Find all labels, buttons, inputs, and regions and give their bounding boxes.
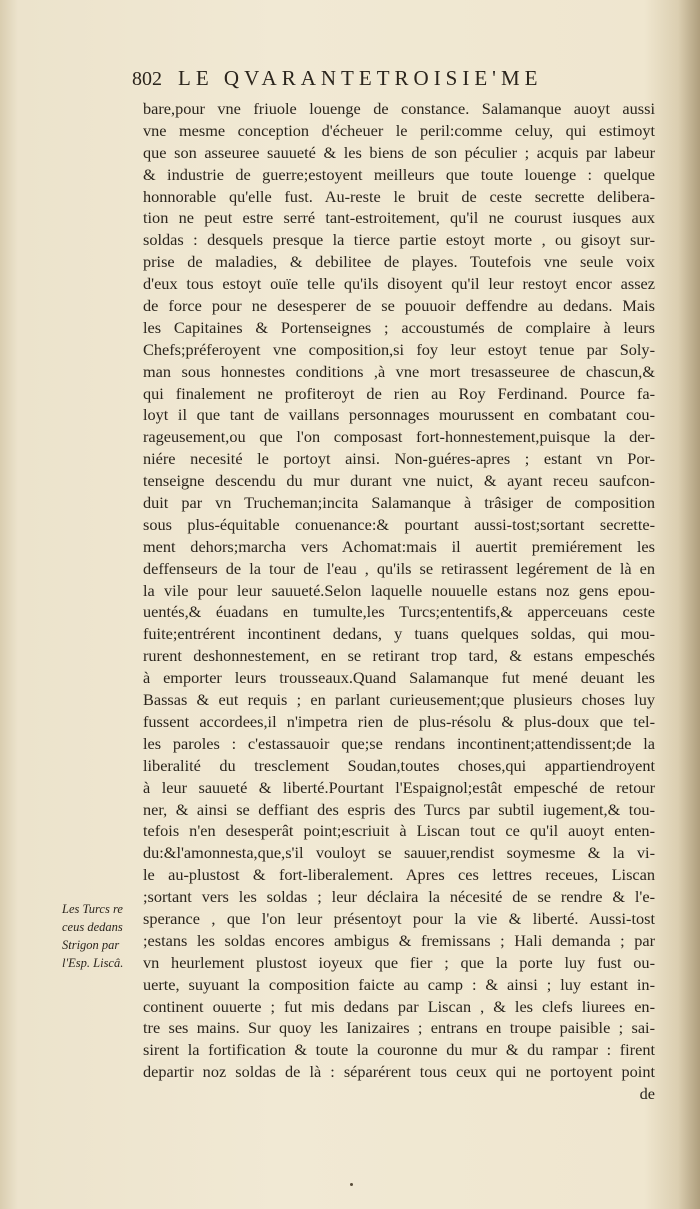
text-line: Bassas & eut requis ; en parlant curieusement;que plusieurs choses luy xyxy=(143,690,655,710)
text-line: qui finalement ne profiteroyt de rien au Roy Ferdinand. Pource fa- xyxy=(143,383,655,403)
text-line: les Capitaines & Portenseignes ; accoustumés de complaire à leurs xyxy=(143,317,655,337)
text-line: à emporter leurs trousseaux.Quand Salamanque fut mené deuant les xyxy=(143,668,655,688)
text-line: prise de maladies, & debilitee de playes. Toutefois vne seule voix xyxy=(143,252,655,272)
main-text-block xyxy=(143,98,655,1105)
running-title: LE QVARANTETROISIE'ME xyxy=(178,66,543,90)
text-line: les paroles : c'estassauoir que;se rendans incontinent;attendissent;de la xyxy=(143,733,655,753)
marginal-note-line: Strigon par xyxy=(62,938,120,952)
text-line: deffenseurs de la tour de l'eau , qu'ils se retirassent legérement de là en xyxy=(143,558,655,578)
page-header xyxy=(132,66,652,96)
text-line: d'eux tous estoyt ouïe telle qu'ils disoyent qu'il leur restoyt encor assez xyxy=(143,274,655,294)
text-line: vne mesme conception d'écheuer le peril:comme celuy, qui estimoyt xyxy=(143,120,655,140)
text-line: de xyxy=(639,1084,655,1104)
text-line: le au-plustost & fort-liberalement. Apres ces lettres receues, Liscan xyxy=(143,865,655,885)
printer-mark xyxy=(350,1183,353,1186)
text-line: departir noz soldas de là : séparérent tous ceux qui ne portoyent point xyxy=(143,1062,655,1082)
marginal-note-line: ceus dedans xyxy=(62,920,123,934)
text-line: ;sortant vers les soldas ; leur déclaira la nécesité de se rendre & l'e- xyxy=(143,887,655,907)
marginal-note-line: Les Turcs re xyxy=(62,902,123,916)
marginal-note xyxy=(62,900,142,972)
text-line: man sous honnestes conditions ,à vne mort tresasseuree de chascun,& xyxy=(143,361,655,381)
text-line: sperance , que l'on leur présentoyt pour la vie & liberté. Aussi-tost xyxy=(143,908,655,928)
text-line: niére necesité le portoyt ainsi. Non-guéres-apres ; estant vn Por- xyxy=(143,449,655,469)
text-line: vn heurlement plustost ioyeux que fier ; que la porte luy fust ou- xyxy=(143,952,655,972)
marginal-note-line: l'Esp. Liscâ. xyxy=(62,956,124,970)
text-line: tefois n'en desesperât point;escriuit à Liscan tout ce qu'il auoyt enten- xyxy=(143,821,655,841)
text-line: rurent deshonnestement, en se retirant trop tard, & estans empeschés xyxy=(143,646,655,666)
text-line: fuite;entrérent incontinent dedans, y tuans quelques soldas, qui mou- xyxy=(143,624,655,644)
text-line: Chefs;préferoyent vne composition,si foy leur estoyt tenue par Soly- xyxy=(143,339,655,359)
text-line: honnorable qu'elle fust. Au-reste le bruit de ceste secrette delibera- xyxy=(143,186,655,206)
page-edge-shadow xyxy=(678,0,700,1209)
text-line: continent ouuerte ; fut mis dedans par Liscan , & les clefs liurees en- xyxy=(143,996,655,1016)
text-line: sirent la fortification & toute la couronne du mur & du rampar : firent xyxy=(143,1040,655,1060)
text-line: & industrie de guerre;estoyent meilleurs que toute louenge : quelque xyxy=(143,164,655,184)
text-line: du:&l'amonnesta,que,s'il vouloyt se sauuer,rendist soymesme & la vi- xyxy=(143,843,655,863)
text-line: uentés,& éuadans en tumulte,les Turcs;ententifs,& apperceuans ceste xyxy=(143,602,655,622)
text-line: de force pour ne desesperer de se pouuoir deffendre au dedans. Mais xyxy=(143,296,655,316)
text-line: tre ses mains. Sur quoy les Ianizaires ; entrans en troupe paisible ; sai- xyxy=(143,1018,655,1038)
text-line: tenseigne descendu du mur durant vne nuict, & ayant receu saufcon- xyxy=(143,471,655,491)
text-line: uerte, suyuant la composition faicte au camp : & ainsi ; luy estant in- xyxy=(143,974,655,994)
text-line: ;estans les soldas encores ambigus & fremissans ; Hali demanda ; par xyxy=(143,930,655,950)
text-line: soldas : desquels presque la tierce partie estoyt morte , ou gisoyt sur- xyxy=(143,230,655,250)
text-line: loyt il que tant de vaillans personnages mourussent en combatant cou- xyxy=(143,405,655,425)
text-line: la vile pour leur sauueté.Selon laquelle nouuelle estans noz gens epou- xyxy=(143,580,655,600)
folio-number: 802 xyxy=(132,68,162,90)
text-line: sous plus-équitable conuenance:& pourtant aussi-tost;sortant secrette- xyxy=(143,514,655,534)
text-line: liberalité du tresclement Soudan,toutes choses,qui appartiendroyent xyxy=(143,755,655,775)
text-line: que son asseuree sauueté & les biens de son péculier ; acquis par labeur xyxy=(143,142,655,162)
text-line: à leur sauueté & liberté.Pourtant l'Espaignol;estât empesché de retour xyxy=(143,777,655,797)
text-line: tion ne peut estre serré tant-estroitement, qu'il ne courust iusques aux xyxy=(143,208,655,228)
text-line: fussent accordees,il n'impetra rien de plus-résolu & plus-doux que tel- xyxy=(143,711,655,731)
text-line: ment dehors;marcha vers Achomat:mais il auertit premiérement les xyxy=(143,536,655,556)
text-line: rageusement,ou que l'on composast fort-honnestement,puisque la der- xyxy=(143,427,655,447)
text-line: duit par vn Trucheman;incita Salamanque à trâsiger de composition xyxy=(143,493,655,513)
text-line: ner, & ainsi se deffiant des espris des Turcs par subtil iugement,& tou- xyxy=(143,799,655,819)
text-line: bare,pour vne friuole louenge de constance. Salamanque auoyt aussi xyxy=(143,99,655,118)
